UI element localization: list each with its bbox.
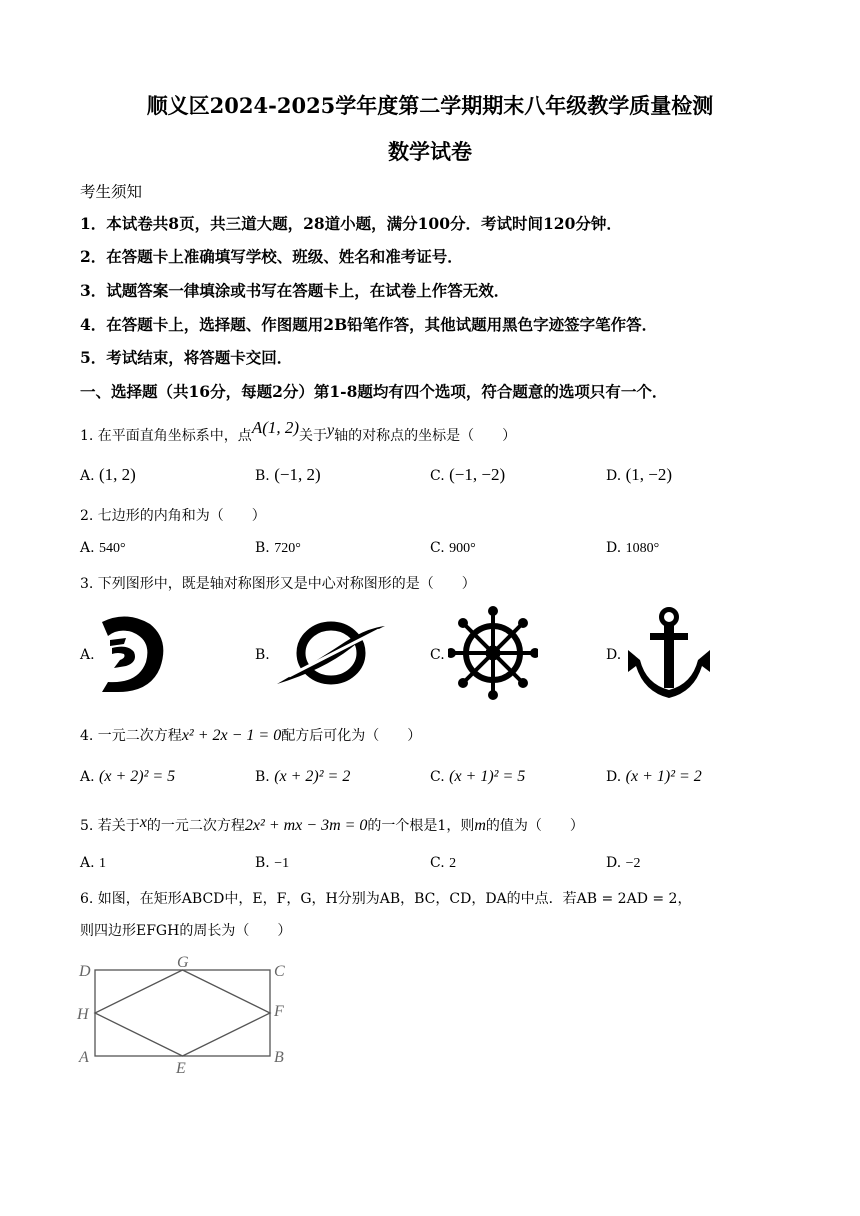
anchor-icon[interactable] [626,606,712,700]
q5-option-d[interactable] [606,855,641,872]
q3-option-c-label[interactable]: C. [430,647,445,663]
q1-option-a-value: (1, 2) [99,465,136,484]
label-g: G [177,954,189,971]
q4-text-a: 4. 一元二次方程 [80,728,182,744]
q1-option-c-label: C. [430,468,445,484]
q1-option-d-value: (1, −2) [625,465,673,484]
notice-item-2: 2．在答题卡上准确填写学校、班级、姓名和准考证号． [80,247,463,266]
notice-item-3: 3．试题答案一律填涂或书写在答题卡上，在试卷上作答无效． [80,281,510,300]
notice-item-5: 5．考试结束，将答题卡交回． [80,348,293,367]
q5-option-a-value: 1 [99,856,107,871]
label-b: B [274,1049,284,1066]
q4-option-a-value: (x + 2)² = 5 [99,768,176,785]
q2-option-d-label: D. [606,540,622,556]
label-e: E [176,1060,186,1077]
q2-option-c-label: C. [430,540,445,556]
q5-option-c-label: C. [430,855,445,871]
q5-option-b-value: −1 [274,856,290,871]
q2-option-a[interactable] [80,540,126,557]
q2-option-b-label: B. [255,540,270,556]
label-h: H [77,1006,89,1023]
label-c: C [274,963,285,980]
q5-option-d-label: D. [606,855,622,871]
q4-option-d[interactable] [606,768,702,786]
q4-option-d-value: (x + 1)² = 2 [625,768,702,785]
q1-option-d-label: D. [606,468,622,484]
q1-option-a-label: A. [80,468,95,484]
q2-option-d[interactable] [606,540,659,557]
q4-option-c[interactable] [430,768,525,786]
q5-option-c-value: 2 [449,856,457,871]
q3-option-a-label[interactable]: A. [80,647,95,663]
q5-text-a: 5. 若关于 [80,818,140,834]
q3-option-b-label[interactable]: B. [255,647,270,663]
label-a: A [79,1049,89,1066]
q5-option-b-label: B. [255,855,270,871]
section1-heading: 一、选择题（共16分，每题2分）第1-8题均有四个选项，符合题意的选项只有一个． [80,382,668,401]
q1-point: A(1, 2) [251,418,300,437]
q1-option-a[interactable] [80,465,136,485]
q4-stem [80,725,421,745]
rectangle-abcd [95,970,270,1056]
rectangle-figure [70,948,300,1078]
notice-item-4: 4．在答题卡上，选择题、作图题用2B铅笔作答，其他试题用黑色字迹签字笔作答． [80,315,658,334]
q6-stem-line2: 则四边形EFGH的周长为（ ） [80,923,292,939]
q4-option-b-label: B. [255,769,270,785]
q2-option-d-value: 1080° [625,541,660,556]
q2-option-b[interactable] [255,540,301,557]
q4-option-b[interactable] [255,768,350,786]
q2-option-c-value: 900° [449,541,476,556]
q1-text-c: 轴的对称点的坐标是（ ） [334,428,517,444]
q5-text-d: 的值为（ ） [485,818,584,834]
exam-title: 顺义区2024-2025学年度第二学期期末八年级教学质量检测 [146,93,714,118]
q1-option-b[interactable] [255,465,321,485]
q1-option-c-value: (−1, −2) [449,465,506,484]
q4-option-a-label: A. [80,769,95,785]
q2-stem: 2. 七边形的内角和为（ ） [80,508,266,524]
notice-item-1: 1．本试卷共8页，共三道大题，28道小题，满分100分．考试时间120分钟． [80,214,622,233]
ship-wheel-icon[interactable] [448,606,538,700]
q1-option-c[interactable] [430,465,505,485]
q1-axis: y [327,422,335,439]
q1-stem [80,418,517,445]
q1-text-b: 关于 [299,428,328,444]
q5-option-a[interactable] [80,855,106,872]
q5-var-m: m [474,817,486,834]
q4-option-a[interactable] [80,768,175,786]
q4-option-b-value: (x + 2)² = 2 [274,768,351,785]
label-d: D [79,963,91,980]
q4-option-c-label: C. [430,769,445,785]
q5-equation: 2x² + mx − 3m = 0 [244,817,368,834]
q4-text-b: 配方后可化为（ ） [281,728,422,744]
q5-text-c: 的一个根是1，则 [367,818,475,834]
q4-option-c-value: (x + 1)² = 5 [449,768,526,785]
q3-option-d-label[interactable]: D. [606,647,622,663]
exam-subtitle: 数学试卷 [388,139,472,164]
label-f: F [274,1003,284,1020]
q1-option-d[interactable] [606,465,672,485]
notice-heading: 考生须知 [80,183,143,201]
rhombus-efgh [95,970,270,1056]
q4-equation: x² + 2x − 1 = 0 [181,727,282,744]
q5-option-b[interactable] [255,855,289,872]
q3-stem: 3. 下列图形中，既是轴对称图形又是中心对称图形的是（ ） [80,576,476,592]
q4-option-d-label: D. [606,769,622,785]
q2-option-a-value: 540° [99,541,126,556]
q2-option-b-value: 720° [274,541,301,556]
q5-text-b: 的一元二次方程 [146,818,245,834]
swirl-logo-icon[interactable] [98,612,168,694]
planet-ring-icon[interactable] [275,618,387,686]
q6-stem-line1: 6. 如图，在矩形ABCD中，E，F，G，H分别为AB，BC，CD，DA的中点．若AB = 2AD = 2， [80,891,692,907]
q5-option-c[interactable] [430,855,456,872]
q5-stem [80,815,584,835]
q5-option-d-value: −2 [625,856,641,871]
q1-text-a: 1. 在平面直角坐标系中，点 [80,428,252,444]
q2-option-a-label: A. [80,540,95,556]
q1-option-b-value: (−1, 2) [274,465,321,484]
q2-option-c[interactable] [430,540,476,557]
q1-option-b-label: B. [255,468,270,484]
q5-option-a-label: A. [80,855,95,871]
q5-var-x: x [139,814,147,831]
